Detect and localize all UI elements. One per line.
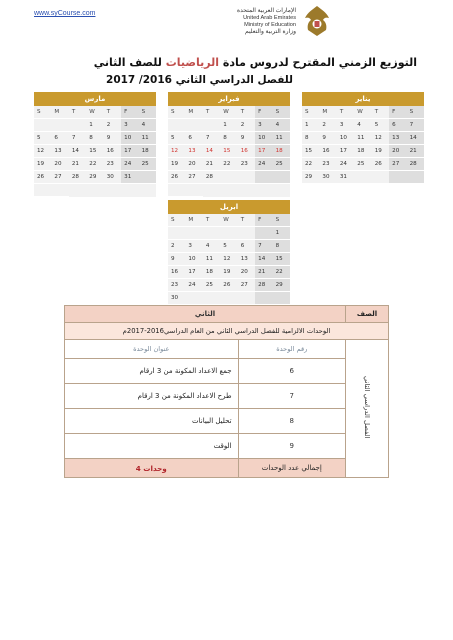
calendar-day-cell: 6 xyxy=(51,132,68,145)
calendar-day-cell xyxy=(34,119,51,132)
calendar-weekday-label: S xyxy=(273,106,290,119)
calendar-day-cell: 22 xyxy=(86,158,103,171)
calendar-day-cell: 11 xyxy=(203,253,220,266)
table-subtitle-row xyxy=(65,323,389,340)
calendar-day-cell: 13 xyxy=(238,253,255,266)
calendar-day-cell xyxy=(273,292,290,305)
calendar-february xyxy=(168,92,290,197)
calendar-weekday-label: T xyxy=(69,106,86,119)
calendar-april xyxy=(168,200,290,305)
calendar-day-cell: 5 xyxy=(34,132,51,145)
calendar-day-cell: 1 xyxy=(220,119,237,132)
calendar-day-cell: 13 xyxy=(185,145,202,158)
calendar-day-cell: 22 xyxy=(273,266,290,279)
calendar-day-cell: 22 xyxy=(220,158,237,171)
calendar-day-cell: 22 xyxy=(302,158,319,171)
calendar-day-cell: 1 xyxy=(273,227,290,240)
calendar-weekday-label: S xyxy=(139,106,156,119)
calendar-day-cell: 27 xyxy=(51,171,68,184)
calendar-day-cell: 25 xyxy=(203,279,220,292)
calendar-weekday-label: T xyxy=(203,106,220,119)
calendar-weekday-label: W xyxy=(220,214,237,227)
calendar-grid xyxy=(34,106,156,197)
table-subtitle: الوحدات الالزامية للفصل الدراسي الثاني من العام الدراسي2016-2017م xyxy=(65,323,389,340)
calendar-day-cell: 19 xyxy=(220,266,237,279)
col-unit-title-header: عنوان الوحدة xyxy=(65,340,239,359)
calendar-day-cell: 13 xyxy=(51,145,68,158)
unit-number: 9 xyxy=(238,434,345,459)
calendar-weekday-label: W xyxy=(86,106,103,119)
calendar-day-cell: 24 xyxy=(121,158,138,171)
calendar-day-cell: 15 xyxy=(220,145,237,158)
calendar-day-cell: 15 xyxy=(86,145,103,158)
calendar-day-cell xyxy=(220,171,237,184)
calendar-day-cell: 27 xyxy=(238,279,255,292)
calendar-day-cell: 14 xyxy=(407,132,424,145)
calendar-day-cell: 4 xyxy=(139,119,156,132)
calendar-day-cell xyxy=(185,227,202,240)
calendar-weekday-label: M xyxy=(185,214,202,227)
table-row xyxy=(65,434,389,459)
units-table xyxy=(64,305,389,478)
calendar-day-cell: 7 xyxy=(69,132,86,145)
calendar-day-cell: 3 xyxy=(185,240,202,253)
calendar-day-cell: 12 xyxy=(34,145,51,158)
calendar-day-cell: 23 xyxy=(104,158,121,171)
table-header-row xyxy=(65,306,389,323)
calendar-weekday-label: S xyxy=(168,214,185,227)
title-subject: الرياضيات xyxy=(165,56,220,69)
logo-text xyxy=(218,8,296,36)
table-row xyxy=(65,359,389,384)
calendar-day-cell xyxy=(273,171,290,184)
calendar-day-cell: 11 xyxy=(273,132,290,145)
calendar-day-cell: 4 xyxy=(354,119,371,132)
table-row xyxy=(65,384,389,409)
calendar-day-cell: 9 xyxy=(238,132,255,145)
calendar-day-cell: 21 xyxy=(69,158,86,171)
calendar-day-cell: 24 xyxy=(337,158,354,171)
calendar-day-cell: 8 xyxy=(273,240,290,253)
calendar-day-cell: 7 xyxy=(255,240,272,253)
unit-number: 7 xyxy=(238,384,345,409)
table-row xyxy=(65,409,389,434)
calendar-day-cell xyxy=(255,227,272,240)
calendar-day-cell: 1 xyxy=(86,119,103,132)
ministry-logo xyxy=(218,4,348,40)
calendar-day-cell: 14 xyxy=(255,253,272,266)
calendar-march xyxy=(34,92,156,197)
logo-line-en2: Ministry of Education xyxy=(244,22,296,28)
calendar-day-cell xyxy=(372,171,389,184)
calendar-day-cell: 26 xyxy=(168,171,185,184)
calendar-day-cell xyxy=(255,171,272,184)
calendar-day-cell: 9 xyxy=(319,132,336,145)
calendar-day-cell: 2 xyxy=(319,119,336,132)
calendar-day-cell: 19 xyxy=(168,158,185,171)
calendar-day-cell: 3 xyxy=(121,119,138,132)
calendar-day-cell: 9 xyxy=(168,253,185,266)
calendar-day-cell: 23 xyxy=(238,158,255,171)
falcon-emblem-icon xyxy=(302,4,332,38)
calendar-day-cell: 17 xyxy=(185,266,202,279)
calendar-day-cell xyxy=(51,119,68,132)
calendar-day-cell: 14 xyxy=(69,145,86,158)
calendar-day-cell: 26 xyxy=(372,158,389,171)
calendar-weekday-label: F xyxy=(389,106,406,119)
calendar-january xyxy=(302,92,424,184)
calendar-day-cell: 21 xyxy=(203,158,220,171)
calendar-weekday-label: S xyxy=(273,214,290,227)
calendar-day-cell: 20 xyxy=(51,158,68,171)
calendar-day-cell: 20 xyxy=(238,266,255,279)
calendar-day-cell: 29 xyxy=(302,171,319,184)
calendar-day-cell: 14 xyxy=(203,145,220,158)
calendar-day-cell: 19 xyxy=(372,145,389,158)
calendar-month-name: مارس xyxy=(34,92,156,106)
calendar-day-cell: 27 xyxy=(389,158,406,171)
calendar-weekday-label: T xyxy=(372,106,389,119)
calendar-day-cell: 17 xyxy=(255,145,272,158)
calendar-day-cell: 20 xyxy=(389,145,406,158)
calendar-day-cell: 25 xyxy=(273,158,290,171)
calendar-day-cell xyxy=(238,171,255,184)
unit-number: 6 xyxy=(238,359,345,384)
units-table-container xyxy=(64,305,389,478)
calendar-day-cell xyxy=(389,171,406,184)
logo-line-en1: United Arab Emirates xyxy=(243,15,296,21)
class-value: الثاني xyxy=(65,306,346,323)
calendar-day-cell: 8 xyxy=(302,132,319,145)
unit-title: طرح الاعداد المكونة من 3 ارقام xyxy=(65,384,239,409)
calendar-day-cell: 6 xyxy=(389,119,406,132)
calendar-day-cell xyxy=(69,119,86,132)
class-label: الصف xyxy=(346,306,389,323)
calendar-day-cell: 18 xyxy=(354,145,371,158)
calendar-day-cell: 5 xyxy=(372,119,389,132)
calendar-day-cell: 10 xyxy=(255,132,272,145)
calendar-grid xyxy=(168,214,290,305)
calendar-day-cell: 16 xyxy=(168,266,185,279)
calendar-day-cell xyxy=(203,119,220,132)
calendar-day-cell xyxy=(407,171,424,184)
calendar-grid xyxy=(302,106,424,184)
calendar-month-name: فبراير xyxy=(168,92,290,106)
calendar-day-cell xyxy=(354,171,371,184)
logo-line-ar2: وزارة التربية والتعليم xyxy=(244,29,296,35)
calendar-day-cell: 16 xyxy=(104,145,121,158)
table-column-header-row xyxy=(65,340,389,359)
calendar-day-cell: 23 xyxy=(168,279,185,292)
table-total-row xyxy=(65,459,389,478)
unit-title: الوقت xyxy=(65,434,239,459)
calendar-day-cell: 12 xyxy=(220,253,237,266)
calendar-day-cell xyxy=(238,292,255,305)
calendar-weekday-label: S xyxy=(34,106,51,119)
calendar-day-cell: 5 xyxy=(168,132,185,145)
calendar-grid xyxy=(168,106,290,197)
calendar-weekday-label: T xyxy=(238,214,255,227)
calendar-day-cell: 30 xyxy=(168,292,185,305)
calendar-day-cell: 1 xyxy=(302,119,319,132)
calendar-day-cell: 7 xyxy=(203,132,220,145)
semester-side-label xyxy=(346,340,389,478)
calendar-day-cell: 16 xyxy=(238,145,255,158)
calendar-day-cell: 28 xyxy=(255,279,272,292)
calendar-day-cell xyxy=(255,292,272,305)
col-unit-no-header: رقم الوحدة xyxy=(238,340,345,359)
calendar-weekday-label: S xyxy=(407,106,424,119)
calendar-day-cell: 21 xyxy=(407,145,424,158)
calendar-day-cell xyxy=(220,292,237,305)
calendar-weekday-label: T xyxy=(238,106,255,119)
calendar-weekday-label: F xyxy=(121,106,138,119)
calendar-day-cell: 13 xyxy=(389,132,406,145)
total-units-value: 4 وحدات xyxy=(65,459,239,478)
calendar-day-cell: 24 xyxy=(255,158,272,171)
calendar-day-cell: 28 xyxy=(69,171,86,184)
calendar-day-cell: 10 xyxy=(121,132,138,145)
calendar-day-cell xyxy=(168,119,185,132)
unit-number: 8 xyxy=(238,409,345,434)
calendar-day-cell: 24 xyxy=(185,279,202,292)
calendar-day-cell: 19 xyxy=(34,158,51,171)
calendar-day-cell: 16 xyxy=(319,145,336,158)
calendar-weekday-label: W xyxy=(354,106,371,119)
calendar-day-cell xyxy=(168,184,185,197)
calendar-day-cell: 12 xyxy=(372,132,389,145)
calendar-day-cell xyxy=(203,292,220,305)
calendar-day-cell: 4 xyxy=(273,119,290,132)
calendar-day-cell: 25 xyxy=(139,158,156,171)
calendar-day-cell: 28 xyxy=(407,158,424,171)
calendar-day-cell xyxy=(168,227,185,240)
calendar-day-cell: 29 xyxy=(86,171,103,184)
calendar-day-cell xyxy=(238,227,255,240)
calendar-day-cell xyxy=(220,227,237,240)
calendar-day-cell: 2 xyxy=(238,119,255,132)
calendar-day-cell: 9 xyxy=(104,132,121,145)
calendar-day-cell xyxy=(185,119,202,132)
calendar-weekday-label: F xyxy=(255,106,272,119)
calendar-day-cell xyxy=(51,184,68,197)
calendar-weekday-label: T xyxy=(337,106,354,119)
calendar-month-name: ابريل xyxy=(168,200,290,214)
calendar-day-cell: 28 xyxy=(203,171,220,184)
calendar-weekday-label: M xyxy=(319,106,336,119)
calendar-day-cell: 18 xyxy=(139,145,156,158)
calendar-weekday-label: S xyxy=(302,106,319,119)
calendar-day-cell: 7 xyxy=(407,119,424,132)
calendar-day-cell: 11 xyxy=(354,132,371,145)
calendar-day-cell: 10 xyxy=(185,253,202,266)
calendar-day-cell: 4 xyxy=(203,240,220,253)
total-units-label: إجمالي عدد الوحدات xyxy=(238,459,345,478)
calendar-weekday-label: M xyxy=(51,106,68,119)
calendar-day-cell: 26 xyxy=(34,171,51,184)
semester-side-text: الفصل الدراسي الثاني xyxy=(363,376,371,439)
calendar-day-cell: 21 xyxy=(255,266,272,279)
calendar-day-cell: 18 xyxy=(203,266,220,279)
title-part2: للصف الثاني xyxy=(93,56,162,69)
calendar-day-cell: 26 xyxy=(220,279,237,292)
calendar-day-cell: 6 xyxy=(185,132,202,145)
calendar-day-cell: 17 xyxy=(337,145,354,158)
calendar-day-cell: 15 xyxy=(302,145,319,158)
calendar-weekday-label: S xyxy=(168,106,185,119)
calendar-day-cell xyxy=(185,292,202,305)
calendar-day-cell: 6 xyxy=(238,240,255,253)
calendar-day-cell: 15 xyxy=(273,253,290,266)
calendar-day-cell: 18 xyxy=(273,145,290,158)
calendar-day-cell: 30 xyxy=(104,171,121,184)
calendar-day-cell: 3 xyxy=(337,119,354,132)
calendar-day-cell xyxy=(185,184,202,197)
page-subtitle: للفصل الدراسي الثاني 2016/ 2017 xyxy=(106,74,293,86)
calendar-day-cell: 27 xyxy=(185,171,202,184)
calendar-day-cell: 25 xyxy=(354,158,371,171)
calendar-day-cell: 5 xyxy=(220,240,237,253)
calendar-day-cell: 31 xyxy=(121,171,138,184)
calendar-day-cell: 2 xyxy=(104,119,121,132)
calendar-day-cell: 20 xyxy=(185,158,202,171)
calendar-day-cell xyxy=(203,227,220,240)
calendar-day-cell: 11 xyxy=(139,132,156,145)
calendar-day-cell: 30 xyxy=(319,171,336,184)
calendar-day-cell: 2 xyxy=(168,240,185,253)
page-title xyxy=(57,56,417,69)
calendar-month-name: يناير xyxy=(302,92,424,106)
calendar-day-cell: 8 xyxy=(86,132,103,145)
calendar-weekday-label: W xyxy=(220,106,237,119)
title-part1: التوزيع الزمني المقترح لدروس مادة xyxy=(222,56,417,69)
calendar-day-cell: 29 xyxy=(273,279,290,292)
calendar-day-cell: 12 xyxy=(168,145,185,158)
calendar-weekday-label: T xyxy=(203,214,220,227)
logo-line-ar1: الإمارات العربية المتحدة xyxy=(236,8,296,14)
website-link[interactable]: www.syCourse.com xyxy=(34,10,96,17)
calendar-weekday-label: F xyxy=(255,214,272,227)
calendar-day-cell xyxy=(34,184,51,197)
unit-title: جمع الاعداد المكونة من 3 ارقام xyxy=(65,359,239,384)
calendar-day-cell: 8 xyxy=(220,132,237,145)
calendar-day-cell: 23 xyxy=(319,158,336,171)
unit-title: تحليل البيانات xyxy=(65,409,239,434)
calendar-weekday-label: M xyxy=(185,106,202,119)
calendar-day-cell: 31 xyxy=(337,171,354,184)
calendar-day-cell: 17 xyxy=(121,145,138,158)
calendar-day-cell: 10 xyxy=(337,132,354,145)
calendar-weekday-label: T xyxy=(104,106,121,119)
calendar-day-cell: 3 xyxy=(255,119,272,132)
calendar-day-cell xyxy=(139,171,156,184)
